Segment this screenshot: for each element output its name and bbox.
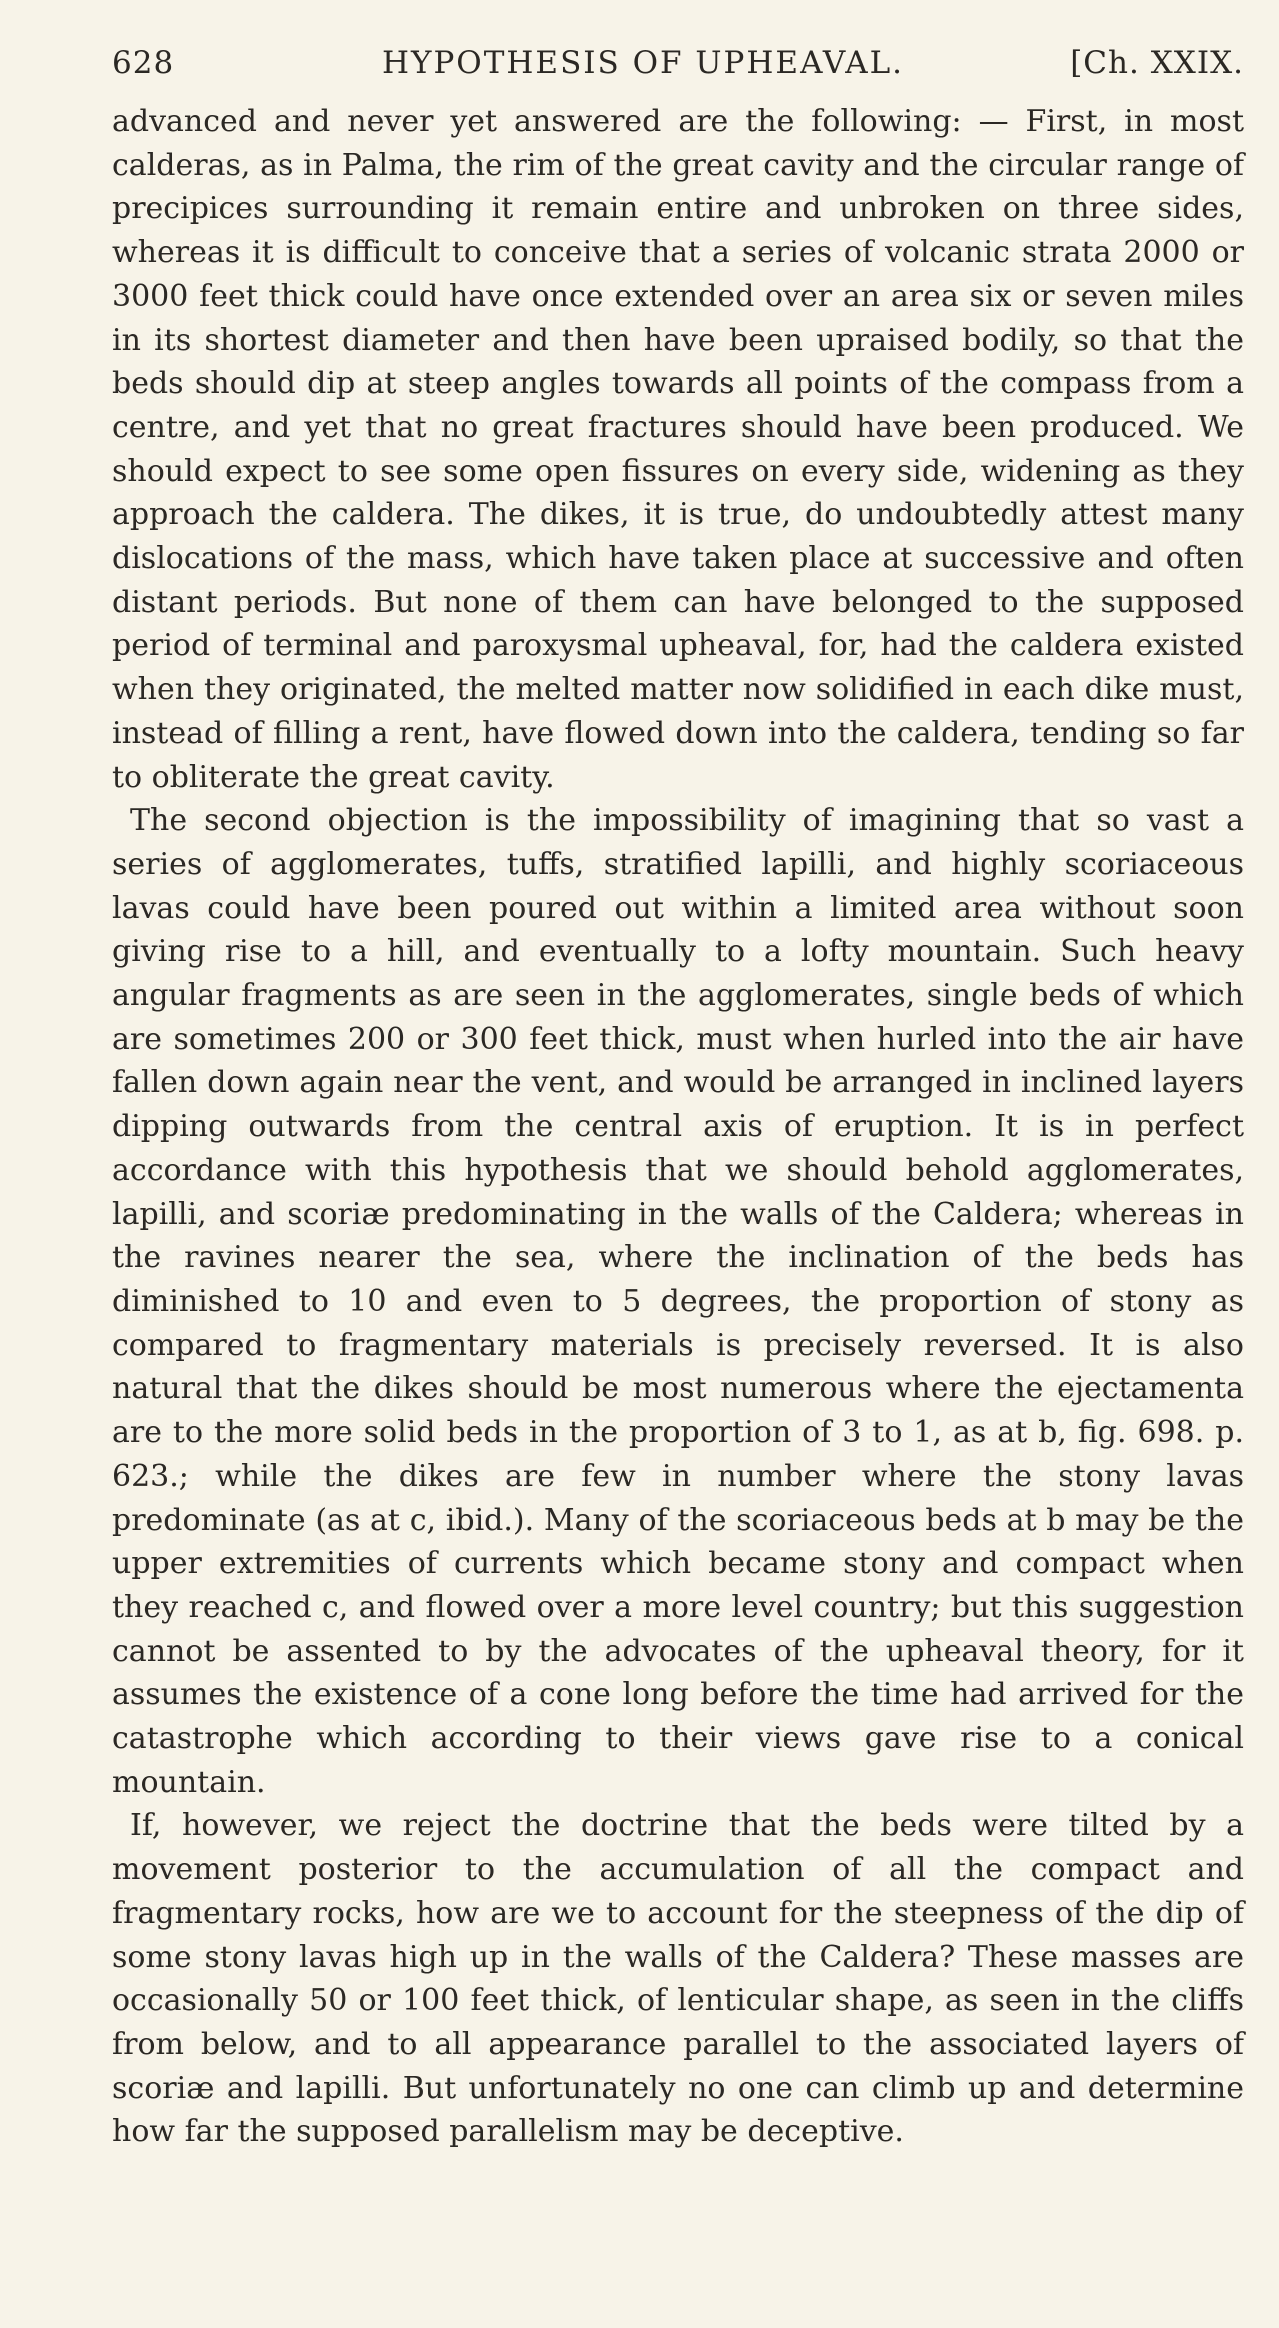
page-number: 628 (112, 45, 175, 81)
paragraph-3: If, however, we reject the doctrine that the beds were tilted by a movement posterior to the accumulation of all the compact and fragmentary rocks, how are we to account for the steepness of the dip of some stony lavas high up in the walls of the Caldera? These masses are occasionally 50 or 100 feet thick, of lenticular shape, as seen in the cliffs from below, and to all appearance parallel to the associated layers of scoriæ and lapilli. But unfortunately no one can climb up and determine how far the supposed parallelism may be deceptive. (112, 1808, 1244, 2150)
paragraph-2: The second objection is the impossibility of imagining that so vast a series of agglomerates, tuffs, stratified lapilli, and highly scoriaceous lavas could have been poured out within a limited area without soon giving rise to a hill, and eventually to a lofty mountain. Such heavy angular fragments as are seen in the agglomerates, single beds of which are sometimes 200 or 300 feet thick, must when hurled into the air have fallen down again near the vent, and would be arranged in inclined layers dipping outwards from the central axis of eruption. It is in perfect accordance with this hypothesis that we should behold agglomerates, lapilli, and scoriæ predominating in the walls of the Caldera; whereas in the ravines nearer the sea, where the inclination of the beds has diminished to 10 and even to 5 degrees, the proportion of stony as compared to fragmentary materials is precisely reversed. It is also natural that the dikes should be most numerous where the ejectamenta are to the more solid beds in the proportion of 3 to 1, as at b, fig. 698. p. 623.; while the dikes are few in number where the stony lavas predominate (as at c, ibid.). Many of the scoriaceous beds at b may be the upper extremities of currents which became stony and compact when they reached c, and flowed over a more level country; but this suggestion cannot be assented to by the advocates of the upheaval theory, for it assumes the existence of a cone long before the time had arrived for the catastrophe which according to their views gave rise to a conical mountain. (112, 803, 1244, 1800)
running-title: HYPOTHESIS OF UPHEAVAL. (381, 45, 905, 81)
running-head (112, 40, 1244, 86)
book-page (112, 40, 1244, 2154)
paragraph-1: advanced and never yet answered are the following: — First, in most calderas, as in Palma, the rim of the great cavity and the circular range of precipices surrounding it remain entire and unbroken on three sides, whereas it is difficult to conceive that a series of volcanic strata 2000 or 3000 feet thick could have once extended over an area six or seven miles in its shortest diameter and then have been upraised bodily, so that the beds should dip at steep angles towards all points of the compass from a centre, and yet that no great fractures should have been produced. We should expect to see some open fissures on every side, widening as they approach the caldera. The dikes, it is true, do undoubtedly attest many dislocations of the mass, which have taken place at successive and often distant periods. But none of them can have belonged to the supposed period of terminal and paroxysmal upheaval, for, had the caldera existed when they originated, the melted matter now solidified in each dike must, instead of filling a rent, have flowed down into the caldera, tending so far to obliterate the great cavity. (112, 104, 1244, 795)
chapter-label: [Ch. XXIX. (1070, 45, 1244, 81)
body-text (112, 100, 1244, 2154)
